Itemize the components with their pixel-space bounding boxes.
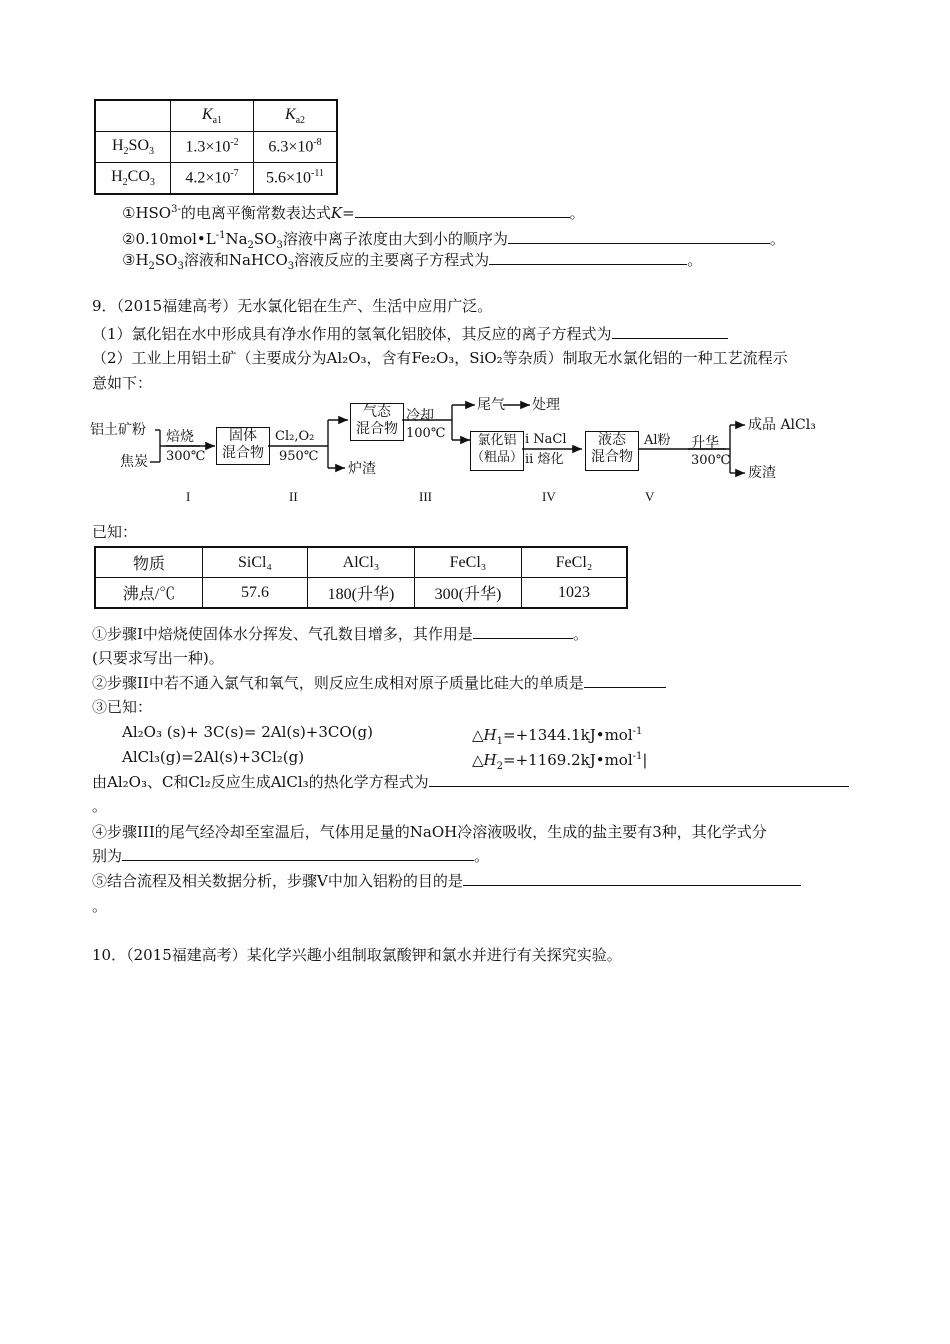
stage-label-5: V [645,489,655,504]
stage-label-4: IV [542,489,556,504]
enthalpy-1: $\triangle H_1=+1344.1kJ•mol^{-1}$ [472,726,643,747]
q9-title: 9．（2015福建高考）无水氯化铝在生产、生活中应用广泛。 [92,297,493,315]
boiling-point-table [94,546,628,609]
step4-process: ii 熔化 [525,452,564,467]
answer-blank[interactable] [508,229,770,244]
process-flow-diagram [90,395,820,510]
product-label: 成品 AlCl₃ [748,417,816,433]
q9-step3-end: 。 [92,797,108,815]
equation-2: AlCl₃(g)=2Al(s)+3Cl₂(g) [122,748,305,766]
bp-value: 300(升华) [415,578,522,609]
enthalpy-2: $\triangle H_2=+1169.2kJ•mol^{-1}|$ [472,751,648,772]
input-bauxite: 铝土矿粉 [90,422,146,438]
known-label: 已知： [92,523,138,541]
box-gas-mixture: 气态 混合物 [350,403,404,441]
table-row [95,547,627,578]
q8-subpart-3: $③H_2SO_3$溶液和NaHCO$_3$溶液反应的主要离子方程式为 。 [122,251,703,272]
q9-part2-line1: （2）工业上用铝土矿（主要成分为Al₂O₃，含有Fe₂O₃，SiO₂等杂质）制取无水氯化铝的一种工艺流程示 [92,349,788,367]
al-powder-label: Al粉 [644,433,671,448]
step1-condition: 焙烧 [166,429,194,445]
table-row [95,163,337,195]
residue-label: 炉渣 [348,461,376,477]
box-solid-mixture: 固体 混合物 [216,427,270,465]
table-row [95,578,627,609]
tail-gas-label: 尾气 [477,397,505,413]
input-coke: 焦炭 [120,454,148,470]
step3-condition: 冷却 [406,408,434,424]
answer-blank[interactable] [355,203,570,218]
q8-subpart-2: $②0.10mol•L^{-1}Na_2SO_3$溶液中离子浓度由大到小的顺序为 。 [122,230,785,251]
q9-part2-line2: 意如下： [92,374,153,392]
bp-value: 1023 [522,578,628,609]
bp-value: 57.6 [203,578,308,609]
stage-label-2: II [289,489,298,504]
bp-value: 180(升华) [308,578,415,609]
box-crude-alcl3: 氯化铝 （粗品） [470,431,524,471]
q9-part1: （1）氯化铝在水中形成具有净水作用的氢氧化铝胶体，其反应的离子方程式为 [92,324,728,344]
q9-step5: ⑤结合流程及相关数据分析，步骤V中加入铝粉的目的是 [92,871,801,891]
bp-row-label: 沸点/℃ [95,578,203,609]
step2-reagents: Cl₂,O₂ [275,429,315,444]
waste-label: 废渣 [748,465,776,481]
bp-header: AlCl₃ [308,547,415,578]
q9-step5-end: 。 [92,897,108,915]
acid-cell: $H_2SO_3$ [95,132,171,163]
acid-cell: $H_2CO_3$ [95,163,171,195]
bp-header: FeCl₂ [522,547,628,578]
step1-temperature: 300℃ [166,449,206,464]
ka-header-empty [95,100,171,132]
answer-blank[interactable] [473,624,573,639]
q10-title: 10．（2015福建高考）某化学兴趣小组制取氯酸钾和氯水并进行有关探究实验。 [92,946,622,964]
table-row [95,132,337,163]
bp-header: SiCl₄ [203,547,308,578]
answer-blank[interactable] [122,846,474,861]
stage-label-3: III [419,489,432,504]
q8-subpart-1: $①HSO^{3-}$的电离平衡常数表达式K= 。 [122,204,585,222]
step2-temperature: 950℃ [279,449,319,464]
k1-cell: $1.3\times 10^{-2}$ [171,132,254,163]
k2-cell: $6.3\times 10^{-8}$ [254,132,338,163]
treatment-label: 处理 [532,397,560,413]
answer-blank[interactable] [584,673,666,688]
step4-reagent: i NaCl [525,432,567,447]
q9-step4-line2: 别为 。 [92,847,490,865]
answer-blank[interactable] [612,324,728,339]
step3-temperature: 100℃ [406,426,446,441]
answer-blank[interactable] [489,250,687,265]
equation-1: Al₂O₃ (s)+ 3C(s)= 2Al(s)+3CO(g) [122,723,373,741]
answer-blank[interactable] [429,772,849,787]
answer-blank[interactable] [463,871,801,886]
k2-cell: $5.6\times 10^{-11}$ [254,163,338,195]
step5-temperature: 300℃ [691,453,731,468]
bp-header: FeCl₃ [415,547,522,578]
ka-header-k1: $K_{a1}$ [171,100,254,132]
step5-condition: 升华 [691,435,719,451]
ka-header-k2: $K_{a2}$ [254,100,338,132]
q9-step2: ②步骤II中若不通入氯气和氧气，则反应生成相对原子质量比硅大的单质是 [92,673,666,693]
q9-step1: ①步骤I中焙烧使固体水分挥发、气孔数目增多，其作用是 。 [92,625,588,643]
box-liquid-mixture: 液态 混合物 [585,431,639,471]
k1-cell: $4.2\times 10^{-7}$ [171,163,254,195]
q9-step3-question: 由Al₂O₃、C和Cl₂反应生成AlCl₃的热化学方程式为 [92,772,849,792]
ka-table [94,99,338,195]
ka-table-header [95,100,337,132]
bp-header: 物质 [95,547,203,578]
q9-step4-line1: ④步骤III的尾气经冷却至室温后，气体用足量的NaOH冷溶液吸收，生成的盐主要有3种，其化学式分 [92,823,767,841]
q9-step3: ③已知： [92,698,153,716]
stage-label-1: I [186,489,191,504]
q9-step1-note: (只要求写出一种)。 [92,649,224,667]
